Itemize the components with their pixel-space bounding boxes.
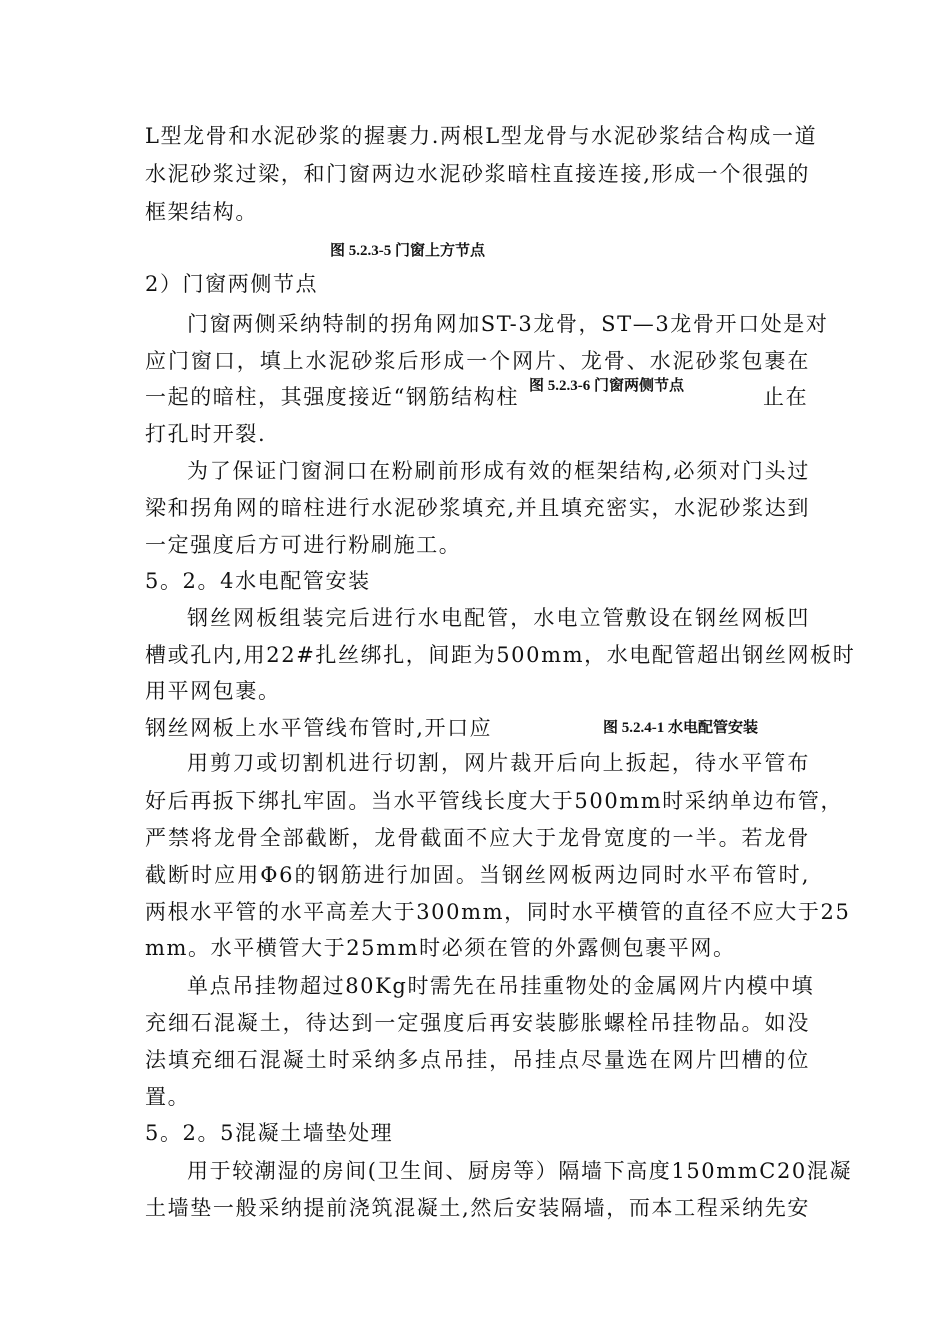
body-text-line: 法填充细石混凝土时采纳多点吊挂，吊挂点尽量选在网片凹槽的位 — [145, 1048, 810, 1072]
body-text-line: 门窗两侧采纳特制的拐角网加ST-3龙骨，ST—3龙骨开口处是对 — [187, 312, 829, 336]
body-text-line: 用于较潮湿的房间(卫生间、厨房等）隔墙下高度150mmC20混凝 — [187, 1159, 853, 1183]
figure-caption: 图 5.2.3-6 门窗两侧节点 — [529, 378, 684, 394]
body-text-line: 用剪刀或切割机进行切割，网片裁开后向上扳起，待水平管布 — [187, 751, 810, 775]
body-text-line: 框架结构。 — [145, 200, 258, 224]
body-text-line: 两根水平管的水平高差大于300mm，同时水平横管的直径不应大于25 — [145, 900, 851, 924]
body-text-fragment: 止在 — [763, 385, 809, 409]
figure-caption: 图 5.2.4-1 水电配管安装 — [603, 720, 758, 736]
body-text-line: 应门窗口，填上水泥砂浆后形成一个网片、龙骨、水泥砂浆包裹在 — [145, 349, 810, 373]
body-text-line: mm。水平横管大于25mm时必须在管的外露侧包裹平网。 — [145, 936, 736, 960]
body-text-line: 严禁将龙骨全部截断，龙骨截面不应大于龙骨宽度的一半。若龙骨 — [145, 826, 810, 850]
body-text-line: 梁和拐角网的暗柱进行水泥砂浆填充,并且填充密实，水泥砂浆达到 — [145, 496, 810, 520]
body-text-line: 一起的暗柱，其强度接近“钢筋结构柱 — [145, 385, 519, 409]
body-text-line: 用平网包裹。 — [145, 679, 281, 703]
body-text-line: 槽或孔内,用22#扎丝绑扎，间距为500mm，水电配管超出钢丝网板时 — [145, 643, 856, 667]
body-text-line: 打孔时开裂. — [145, 422, 267, 446]
section-heading: 2）门窗两侧节点 — [145, 272, 319, 296]
body-text-line: 置。 — [145, 1085, 191, 1109]
body-text-line: L型龙骨和水泥砂浆的握裹力.两根L型龙骨与水泥砂浆结合构成一道 — [145, 124, 818, 148]
body-text-line: 为了保证门窗洞口在粉刷前形成有效的框架结构,必须对门头过 — [187, 459, 810, 483]
body-text-line: 土墙垫一般采纳提前浇筑混凝土,然后安装隔墙，而本工程采纳先安 — [145, 1196, 810, 1220]
figure-caption: 图 5.2.3-5 门窗上方节点 — [330, 243, 485, 259]
body-text-line: 充细石混凝土，待达到一定强度后再安装膨胀螺栓吊挂物品。如没 — [145, 1011, 810, 1035]
body-text-line: 好后再扳下绑扎牢固。当水平管线长度大于500mm时采纳单边布管， — [145, 789, 844, 813]
body-text-line: 截断时应用Φ6的钢筋进行加固。当钢丝网板两边同时水平布管时, — [145, 863, 810, 887]
body-text-line: 水泥砂浆过梁，和门窗两边水泥砂浆暗柱直接连接,形成一个很强的 — [145, 162, 810, 186]
body-text-line: 钢丝网板组装完后进行水电配管，水电立管敷设在钢丝网板凹 — [187, 606, 810, 630]
body-text-line: 一定强度后方可进行粉刷施工。 — [145, 533, 462, 557]
body-text-line: 单点吊挂物超过80Kg时需先在吊挂重物处的金属网片内模中填 — [187, 974, 815, 998]
section-heading: 5。2。4水电配管安装 — [145, 569, 371, 593]
body-text-line: 钢丝网板上水平管线布管时,开口应 — [145, 716, 493, 740]
section-heading: 5。2。5混凝土墙垫处理 — [145, 1121, 394, 1145]
